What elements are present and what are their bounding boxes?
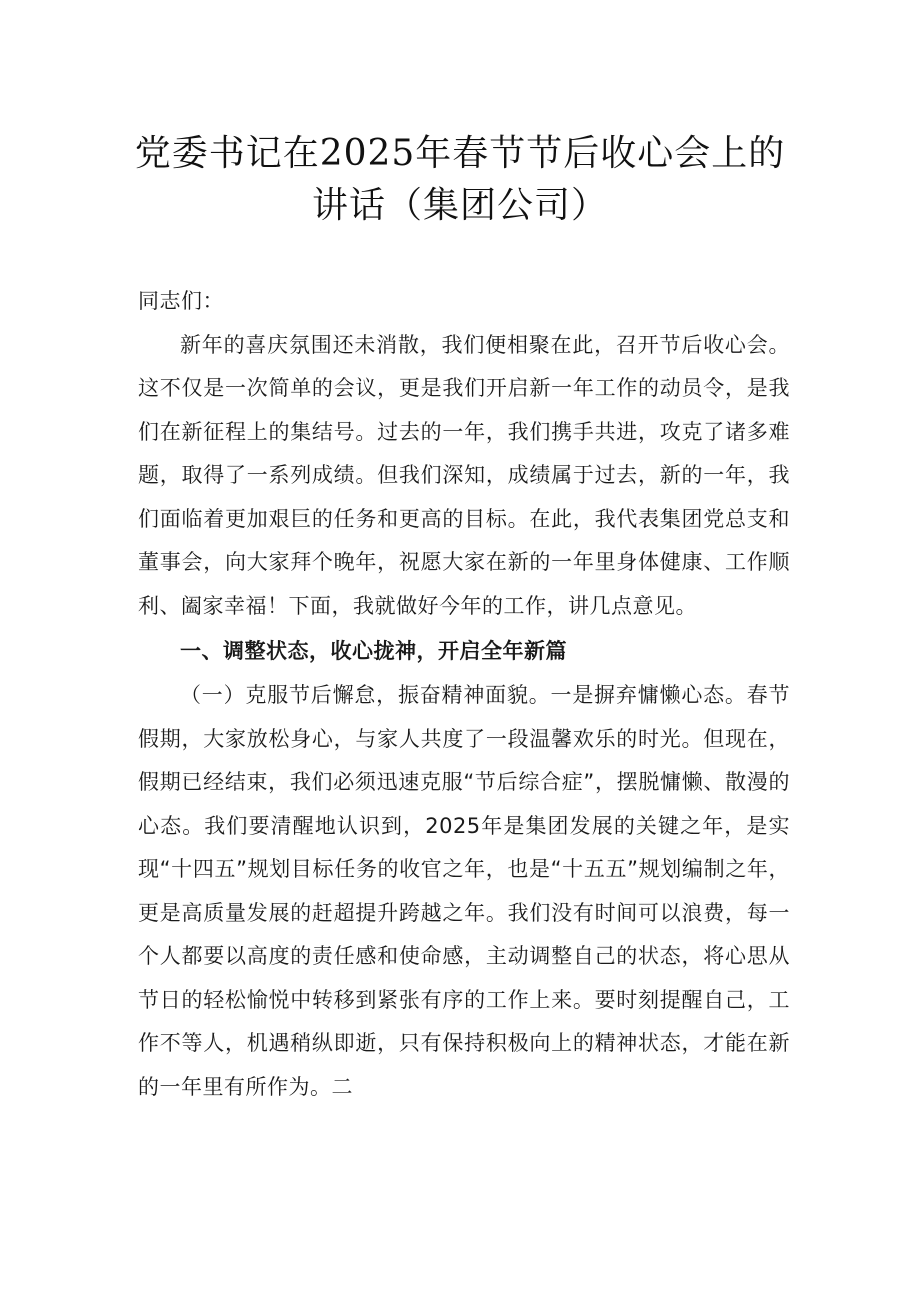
document-title: 党委书记在2025年春节节后收心会上的讲话（集团公司） [134,133,786,226]
section-heading: 一、调整状态，收心拢神，开启全年新篇 [180,639,567,663]
body-paragraph: （一）克服节后懈怠，振奋精神面貌。一是摒弃慵懒心态。春节假期，大家放松身心，与家人共度了一段温馨欢乐的时光。但现在，假期已经结束，我们必须迅速克服“节后综合症”，摆脱慵懒、散漫的心态。我们要清醒地认识到，2025年是集团发展的关键之年，是实现“十四五”规划目标任务的收官之年，也是“十五五”规划编制之年，更是高质量发展的赶超提升跨越之年。我们没有时间可以浪费，每一个人都要以高度的责任感和使命感，主动调整自己的状态，将心思从节日的轻松愉悦中转移到紧张有序的工作上来。要时刻提醒自己，工作不等人，机遇稍纵即逝，只有保持积极向上的精神状态，才能在新的一年里有所作为。二 [138,683,790,1099]
salutation: 同志们： [138,289,224,313]
intro-paragraph: 新年的喜庆氛围还未消散，我们便相聚在此，召开节后收心会。这不仅是一次简单的会议，更是我们开启新一年工作的动员令，是我们在新征程上的集结号。过去的一年，我们携手共进，攻克了诸多难题，取得了一系列成绩。但我们深知，成绩属于过去，新的一年，我们面临着更加艰巨的任务和更高的目标。在此，我代表集团党总支和董事会，向大家拜个晚年，祝愿大家在新的一年里身体健康、工作顺利、阖家幸福！下面，我就做好今年的工作，讲几点意见。 [138,332,790,618]
document-body [138,280,790,1109]
